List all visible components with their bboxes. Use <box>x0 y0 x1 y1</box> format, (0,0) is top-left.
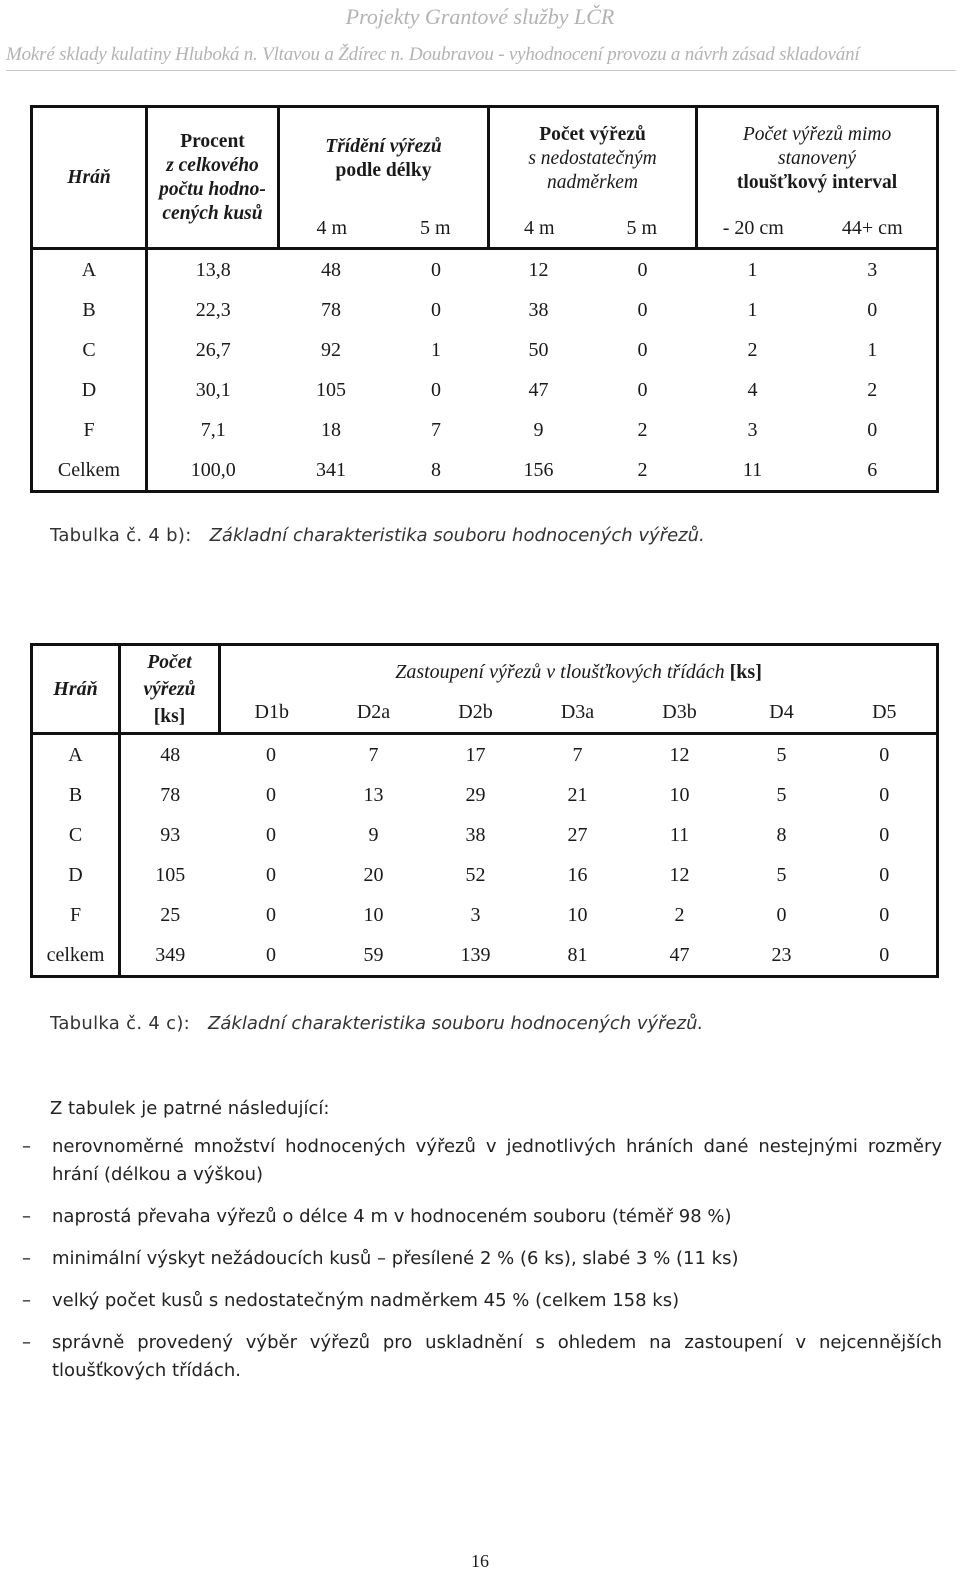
table-caption: Tabulka č. 4 b): Základní charakteristika souboru hodnocených výřezů. <box>50 525 705 546</box>
subheader: D1b <box>220 692 323 734</box>
subheader: 44+ cm <box>809 210 938 249</box>
table-row: F 25 0 10 3 10 2 0 0 <box>32 895 938 935</box>
col-header-pocet: Počet výřezů [ks] <box>120 645 220 734</box>
subheader: D5 <box>833 692 938 734</box>
header-subtitle: Mokré sklady kulatiny Hluboká n. Vltavou a Ždírec n. Doubravou - vyhodnocení provozu a návrh zásad skladování <box>6 44 860 65</box>
group-header-zastoupeni: Zastoupení výřezů v tloušťkových třídách [ks] <box>220 645 938 693</box>
table-row: A 48 0 7 17 7 12 5 0 <box>32 734 938 776</box>
table-4b <box>30 105 939 493</box>
table-row: B 78 0 13 29 21 10 5 0 <box>32 775 938 815</box>
header-divider <box>6 70 956 71</box>
subheader: D2b <box>425 692 527 734</box>
group-header-trideni: Třídění výřezů podle délky <box>279 107 489 211</box>
col-header-procent: Procent z celkového počtu hodno- cených kusů <box>147 107 279 249</box>
table-row-total: celkem 349 0 59 139 81 47 23 0 <box>32 935 938 977</box>
table-row: B 22,3 78 0 38 0 1 0 <box>32 290 938 330</box>
table-row: C 26,7 92 1 50 0 2 1 <box>32 330 938 370</box>
subheader: D4 <box>731 692 833 734</box>
table-row: F 7,1 18 7 9 2 3 0 <box>32 410 938 450</box>
group-header-mimo: Počet výřezů mimo stanovený tloušťkový interval <box>697 107 938 211</box>
table-row: C 93 0 9 38 27 11 8 0 <box>32 815 938 855</box>
list-item: – nerovnoměrné množství hodnocených výřezů v jednotlivých hráních dané nestejnými rozměry hrání (délkou a výškou) <box>22 1136 942 1185</box>
subheader: 5 m <box>384 210 489 249</box>
findings-list <box>22 1133 942 1399</box>
subheader: 4 m <box>489 210 589 249</box>
list-item: – minimální výskyt nežádoucích kusů – přesílené 2 % (6 ks), slabé 3 % (11 ks) <box>22 1248 739 1269</box>
list-item: – naprostá převaha výřezů o délce 4 m v hodnoceném souboru (téměř 98 %) <box>22 1206 732 1227</box>
header-title: Projekty Grantové služby LČR <box>345 4 615 29</box>
page-number: 16 <box>471 1551 489 1571</box>
list-item: – velký počet kusů s nedostatečným nadměrkem 45 % (celkem 158 ks) <box>22 1290 680 1311</box>
table-row: A 13,8 48 0 12 0 1 3 <box>32 249 938 291</box>
col-header-hran: Hráň <box>32 645 120 734</box>
table-row-total: Celkem 100,0 341 8 156 2 11 6 <box>32 450 938 492</box>
table-caption: Tabulka č. 4 c): Základní charakteristika souboru hodnocených výřezů. <box>50 1013 704 1034</box>
subheader: D3a <box>527 692 629 734</box>
subheader: 4 m <box>279 210 384 249</box>
subheader: - 20 cm <box>697 210 809 249</box>
subheader: 5 m <box>589 210 697 249</box>
table-row: D 30,1 105 0 47 0 4 2 <box>32 370 938 410</box>
group-header-nadmerek: Počet výřezů s nedostatečným nadměrkem <box>489 107 697 211</box>
intro-text: Z tabulek je patrné následující: <box>50 1098 330 1119</box>
subheader: D3b <box>629 692 731 734</box>
list-item: – správně provedený výběr výřezů pro uskladnění s ohledem na zastoupení v nejcennějších tloušťkových třídách. <box>22 1332 942 1381</box>
table-row: D 105 0 20 52 16 12 5 0 <box>32 855 938 895</box>
col-header-hran: Hráň <box>32 107 147 249</box>
table-4c <box>30 643 939 978</box>
subheader: D2a <box>323 692 425 734</box>
